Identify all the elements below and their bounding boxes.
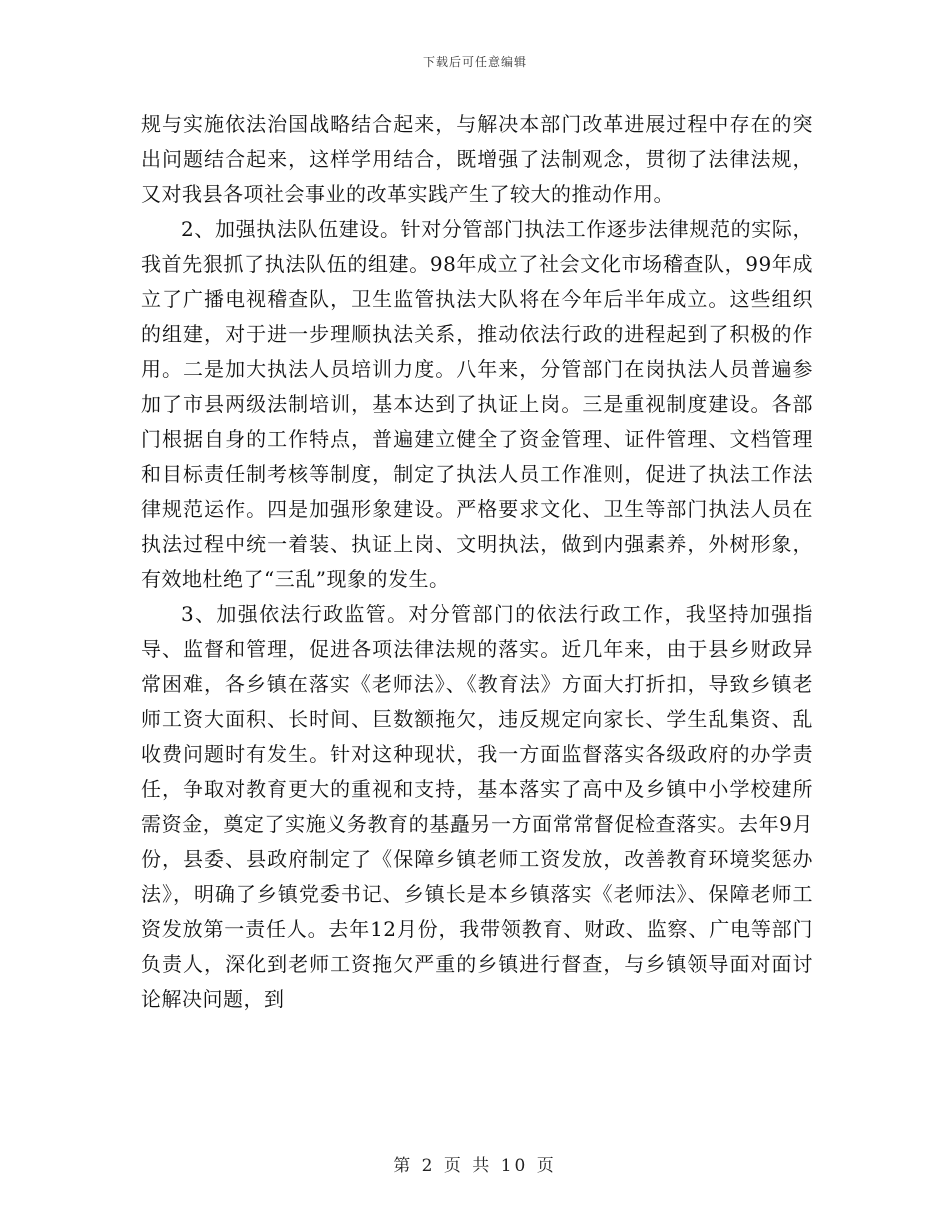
paragraph-continuation: 规与实施依法治国战略结合起来，与解决本部门改革进展过程中存在的突出问题结合起来，这样学用结合，既增强了法制观念，贯彻了法律法规，又对我县各项社会事业的改革实践产生了较大的推动作用。 (141, 112, 813, 206)
page-header: 下载后可任意编辑 (422, 55, 527, 69)
document-body (141, 107, 813, 1017)
page-number-footer: 第 2 页 共 10 页 (393, 1156, 557, 1176)
paragraph-enforcement-team: 2、加强执法队伍建设。针对分管部门执法工作逐步法律规范的实际，我首先狠抓了执法队伍的组建。98年成立了社会文化市场稽查队，99年成立了广播电视稽查队，卫生监管执法大队将在今年后半年成立。这些组织的组建，对于进一步理顺执法关系，推动依法行政的进程起到了积极的作用。二是加大执法人员培训力度。八年来，分管部门在岗执法人员普遍参加了市县两级法制培训，基本达到了执证上岗。三是重视制度建设。各部门根据自身的工作特点，普遍建立健全了资金管理、证件管理、文档管理和目标责任制考核等制度，制定了执法人员工作准则，促进了执法工作法律规范运作。四是加强形象建设。严格要求文化、卫生等部门执法人员在执法过程中统一着装、执证上岗、文明执法，做到内强素养，外树形象，有效地杜绝了“三乱”现象的发生。 (141, 217, 813, 591)
paragraph-administrative-supervision: 3、加强依法行政监管。对分管部门的依法行政工作，我坚持加强指导、监督和管理，促进各项法律法规的落实。近几年来，由于县乡财政异常困难，各乡镇在落实《老师法》、《教育法》方面大打折扣，导致乡镇老师工资大面积、长时间、巨数额拖欠，违反规定向家长、学生乱集资、乱收费问题时有发生。针对这种现状，我一方面监督落实各级政府的办学责任，争取对教育更大的重视和支持，基本落实了高中及乡镇中小学校建所需资金，奠定了实施义务教育的基矗另一方面常常督促检查落实。去年9月份，县委、县政府制定了《保障乡镇老师工资发放，改善教育环境奖惩办法》，明确了乡镇党委书记、乡镇长是本乡镇落实《老师法》、保障老师工资发放第一责任人。去年12月份，我带领教育、财政、监察、广电等部门负责人，深化到老师工资拖欠严重的乡镇进行督查，与乡镇领导面对面讨论解决问题，到 (141, 602, 813, 1011)
